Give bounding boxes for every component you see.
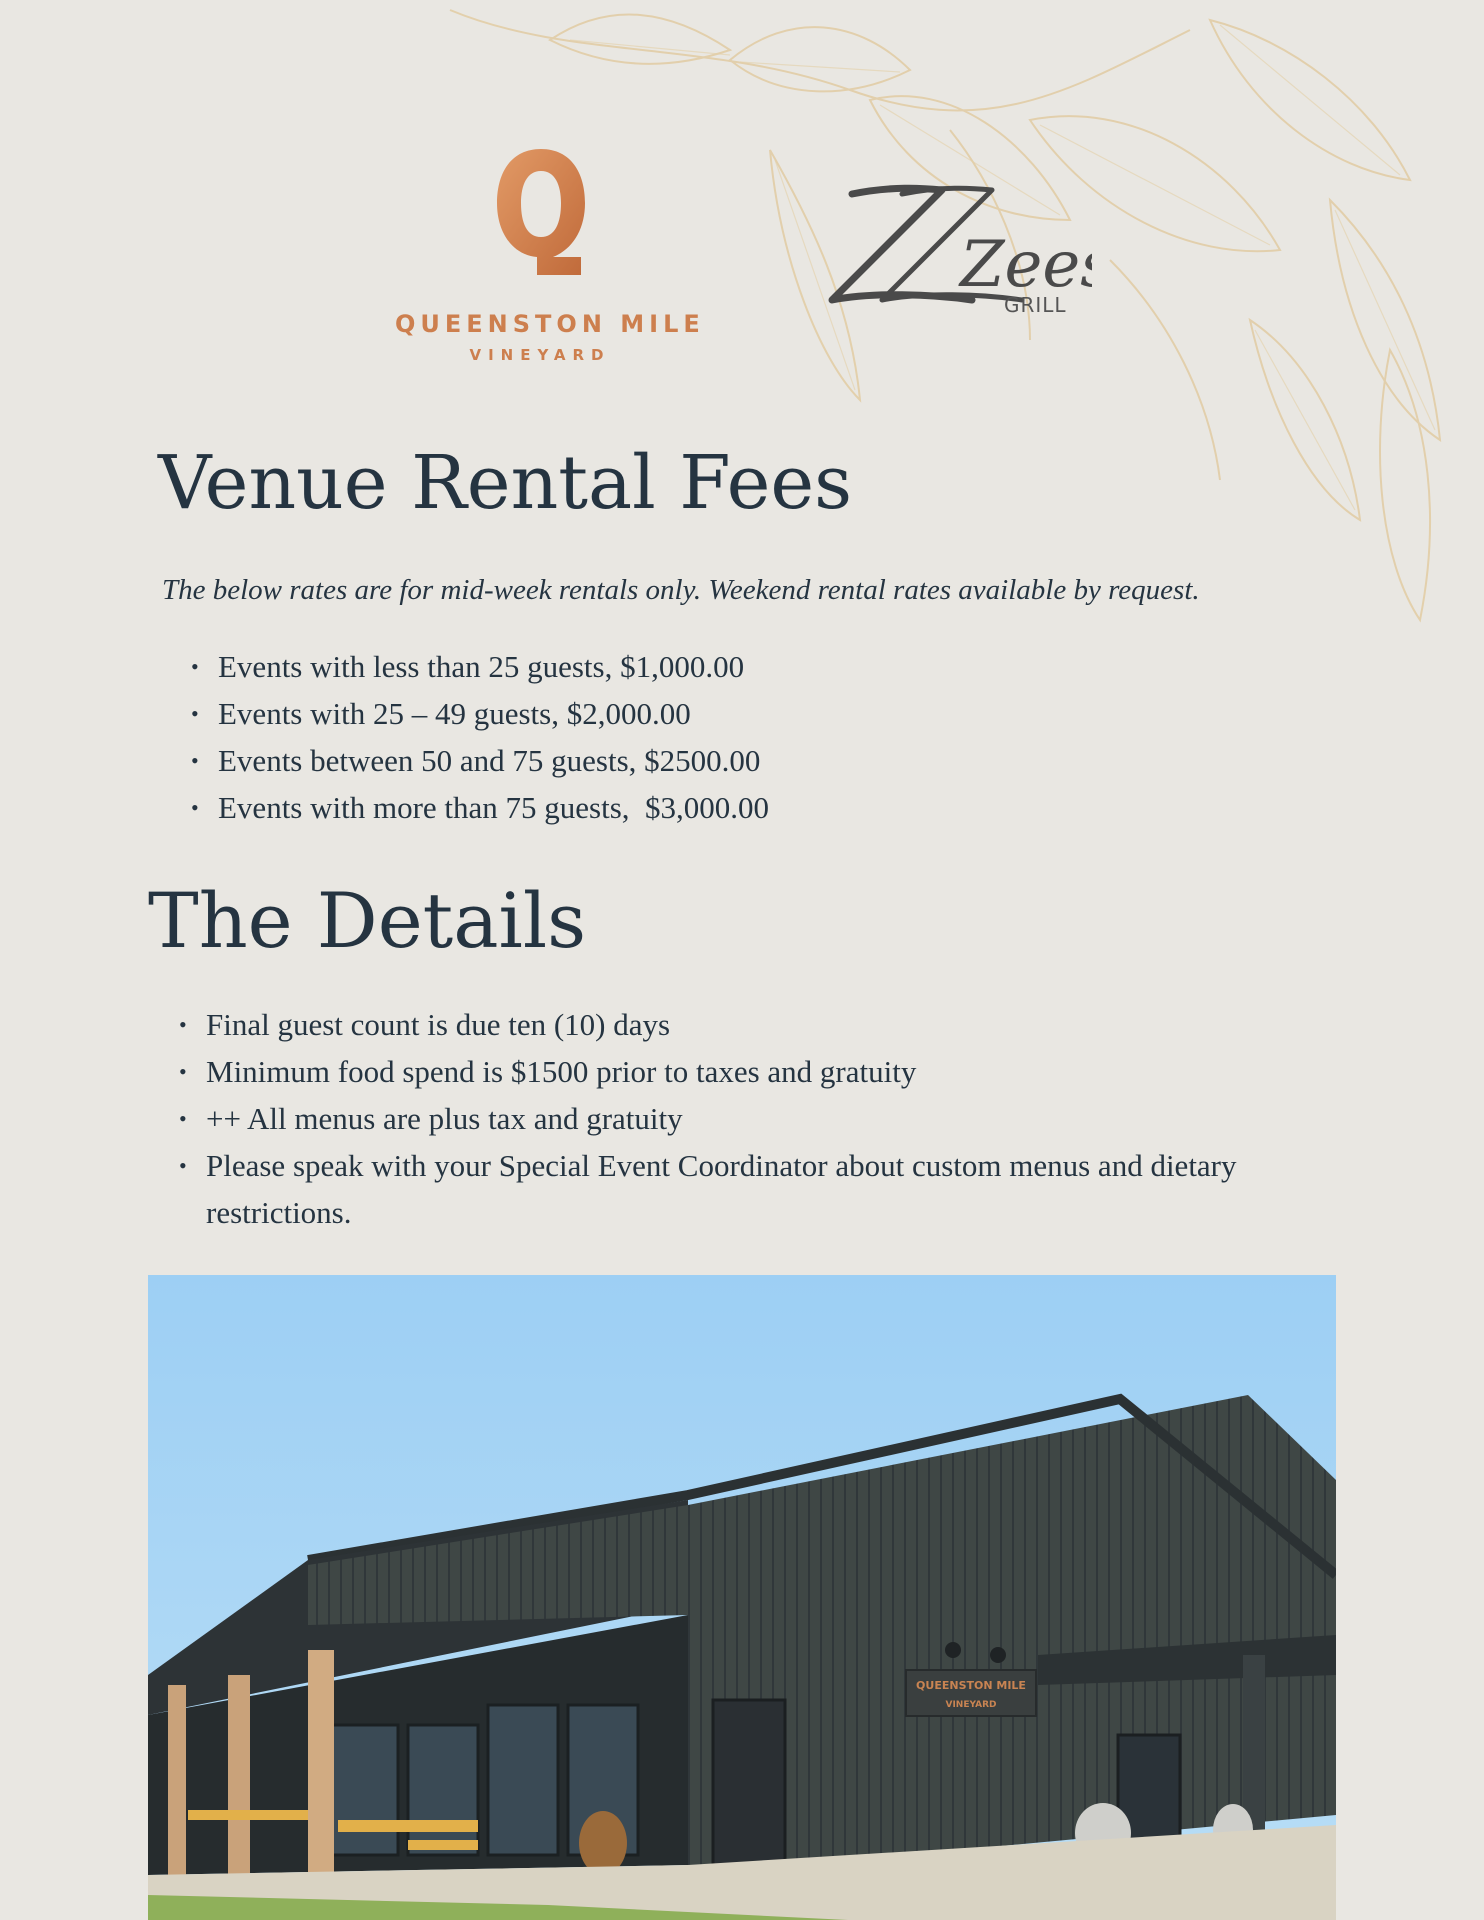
details-title: The Details xyxy=(148,876,587,965)
queenston-q-icon xyxy=(491,145,591,285)
bullet-icon: • xyxy=(179,1153,187,1178)
zees-script-text: Zee xyxy=(960,228,1081,302)
list-item xyxy=(179,1095,1356,1142)
zees-grill-text: GRILL xyxy=(1004,293,1067,317)
list-item xyxy=(191,784,770,831)
list-item xyxy=(179,1001,1356,1048)
rental-fees-title: Venue Rental Fees xyxy=(158,440,853,526)
list-item-text: Final guest count is due ten (10) days xyxy=(206,1007,671,1042)
queenston-mile-logo xyxy=(395,145,705,375)
list-item-text: Please speak with your Special Event Coordinator about custom menus and dietary restrictions. xyxy=(206,1148,1237,1230)
bullet-icon: • xyxy=(179,1012,187,1037)
list-item xyxy=(191,690,769,737)
barn-venue-image xyxy=(148,1275,1336,1920)
list-item xyxy=(191,737,769,784)
list-item xyxy=(179,1142,1356,1236)
rental-fees-list xyxy=(191,643,770,831)
list-item-text: ++ All menus are plus tax and gratuity xyxy=(206,1101,683,1136)
bullet-icon: • xyxy=(191,654,199,679)
queenston-logo-subtitle: VINEYARD xyxy=(469,346,611,364)
bullet-icon: • xyxy=(179,1106,187,1131)
venue-photo xyxy=(148,1275,1336,1920)
bullet-icon: • xyxy=(179,1059,187,1084)
bullet-icon: • xyxy=(191,748,199,773)
list-item xyxy=(179,1048,1356,1095)
bullet-icon: • xyxy=(191,701,199,726)
queenston-logo-name: QUEENSTON MILE xyxy=(395,310,705,338)
list-item-text: Events with 25 – 49 guests, $2,000.00 xyxy=(218,696,691,731)
zees-grill-logo xyxy=(812,180,1092,340)
list-item-text: Minimum food spend is $1500 prior to taxes and gratuity xyxy=(206,1054,917,1089)
details-list xyxy=(179,1001,1356,1236)
bullet-icon: • xyxy=(191,795,199,820)
rental-intro: The below rates are for mid-week rentals only. Weekend rental rates available by request. xyxy=(162,574,1200,606)
list-item-text: Events with less than 25 guests, $1,000.00 xyxy=(218,649,745,684)
sign-text-line1: QUEENSTON MILE xyxy=(916,1679,1026,1692)
list-item-text: Events with more than 75 guests, $3,000.00 xyxy=(218,790,770,825)
sign-text-line2: VINEYARD xyxy=(945,1700,997,1710)
list-item-text: Events between 50 and 75 guests, $2500.00 xyxy=(218,743,761,778)
list-item xyxy=(191,643,769,690)
